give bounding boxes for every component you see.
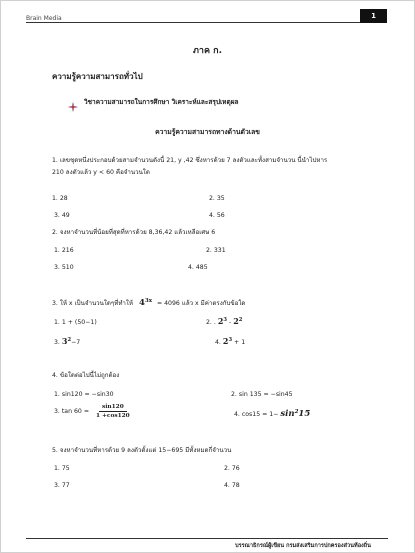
q3o4-exp: 3 — [228, 337, 233, 344]
part-title: ภาค ก. — [192, 46, 222, 56]
question-3-option-3-term — [62, 336, 71, 346]
section-title: ความรู้ความสามารถทั่วไป — [52, 72, 143, 81]
question-4-option-4-prefix: 4. cos15 = 1− — [234, 411, 279, 418]
q4o4-arg: 15 — [298, 409, 311, 419]
question-3-text — [52, 298, 372, 309]
q3o4-base: 2 — [222, 336, 229, 346]
question-3-option-2-term-a — [218, 316, 227, 326]
question-4-option-4[interactable] — [234, 409, 310, 419]
question-1-line-2: 210 ลงตัวแล้ว y < 60 คือจำนวนใด — [52, 169, 150, 176]
q3o2-b-exp: 2 — [238, 317, 243, 324]
question-4-option-3-prefix: 3. tan 60 = — [54, 408, 90, 415]
question-4-option-4-term — [280, 409, 310, 419]
question-2-option-2[interactable]: 2. 331 — [206, 247, 226, 254]
question-1-option-1[interactable]: 1. 28 — [52, 195, 68, 202]
fraction-denominator: 1 +cos120 — [96, 413, 130, 419]
question-1-option-3[interactable]: 3. 49 — [54, 212, 70, 219]
question-3-option-3-prefix: 3. — [54, 339, 60, 346]
question-3-option-3[interactable] — [54, 336, 80, 346]
subject-title: วิชาความสามารถในการศึกษา วิเคราะห์และสรุปเหตุผล — [84, 98, 239, 106]
question-3-option-2-sep: - — [228, 319, 234, 326]
question-4-option-2[interactable]: 2. sin 135 = −sin45 — [231, 391, 293, 398]
question-3-exponent: 3x — [144, 297, 152, 304]
question-4-option-1[interactable]: 1. sin120 = −sin30 — [54, 391, 114, 398]
question-3-suffix: = 4096 แล้ว x มีค่าตรงกับข้อใด — [156, 300, 246, 307]
question-5-option-2[interactable]: 2. 76 — [224, 465, 240, 472]
q4o4-func: sin — [280, 409, 295, 419]
question-4-option-3-fraction — [93, 404, 133, 419]
question-4-text: 4. ข้อใดต่อไปนี้ไม่ถูกต้อง — [52, 372, 120, 379]
question-3-prefix: 3. ให้ x เป็นจำนวนใดๆที่ทำให้ — [52, 300, 133, 307]
question-2-option-4[interactable]: 4. 485 — [188, 264, 208, 271]
question-3-option-3-suffix: −7 — [71, 339, 81, 346]
question-1-option-4[interactable]: 4. 56 — [209, 212, 225, 219]
page-number-badge: 1 — [360, 9, 387, 23]
fraction-numerator: sin120 — [99, 404, 127, 412]
question-3-option-2-term-b — [233, 316, 242, 326]
q4o4-exp: 2 — [294, 408, 299, 415]
q3o2-b-base: 2 — [233, 316, 239, 326]
question-1-line-1: 1. เลขชุดหนึ่งประกอบด้วยสามจำนวนดังนี้ 21, y ,42 ซึ่งหารด้วย 7 ลงตัวและทั้งสามจำนวน นี้นำไปหาร — [52, 157, 328, 164]
brand-name: Brain Media — [26, 15, 62, 22]
question-3-option-4-prefix: 4. — [215, 339, 221, 346]
q3o3-base: 3 — [61, 336, 68, 346]
question-3-option-4[interactable] — [215, 336, 245, 346]
question-1-text — [52, 156, 372, 178]
question-3-option-2-prefix: 2. . — [206, 319, 216, 326]
question-3-base: 4 — [138, 298, 145, 308]
question-2-option-3[interactable]: 3. 510 — [54, 264, 74, 271]
question-3-option-1[interactable]: 1. 1 + (50−1) — [54, 319, 97, 326]
question-2-option-1[interactable]: 1. 216 — [54, 247, 74, 254]
question-3-option-4-suffix: + 1 — [234, 339, 246, 346]
question-5-text: 5. จงหาจำนวนที่หารด้วย 9 ลงตัวตั้งแต่ 15−695 มีทั้งหมดกี่จำนวน — [52, 447, 232, 454]
question-3-option-4-term — [223, 336, 232, 346]
question-2-text: 2. จงหาจำนวนที่น้อยที่สุดที่หารด้วย 8,36,42 แล้วเหลือเศษ 6 — [52, 229, 216, 236]
star-bullet-icon — [68, 97, 78, 107]
q3o3-exp: 2 — [67, 337, 72, 344]
question-5-option-4[interactable]: 4. 78 — [224, 482, 240, 489]
question-1-option-2[interactable]: 2. 35 — [209, 195, 225, 202]
question-4-option-3[interactable] — [54, 404, 133, 419]
subject-heading — [68, 97, 238, 107]
question-3-power-expression — [139, 298, 152, 308]
question-5-option-3[interactable]: 3. 77 — [54, 482, 70, 489]
question-5-option-1[interactable]: 1. 75 — [54, 465, 70, 472]
q3o2-a-base: 2 — [217, 316, 224, 326]
question-3-option-2[interactable] — [206, 316, 242, 326]
header-rule — [26, 22, 386, 23]
footer-rule — [26, 538, 388, 539]
topic-title: ความรู้ความสามารถทางด้านตัวเลข — [155, 128, 260, 136]
footer-text: บรรณาธิกรณ์ผู้เขียน กรมส่งเสริมการปกครองส่วนท้องถิ่น — [235, 543, 371, 549]
q3o2-a-exp: 3 — [223, 317, 228, 324]
